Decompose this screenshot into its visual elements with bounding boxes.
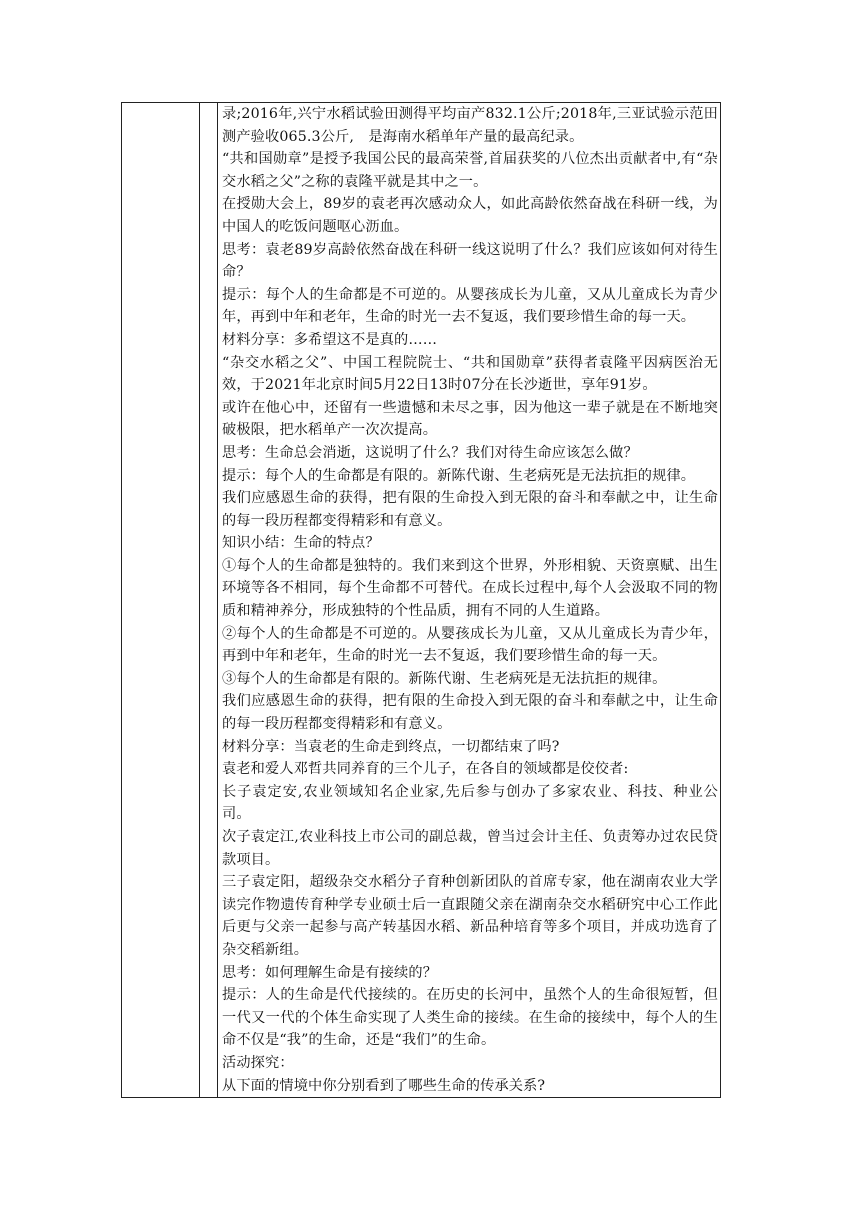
paragraph: ③每个人的生命都是有限的。新陈代谢、生老病死是无法抗拒的规律。 (222, 670, 667, 687)
paragraph: 知识小结：生命的特点？ (222, 535, 380, 552)
paragraph: 三子袁定阳，超级杂交水稻分子育种创新团队的首席专家，他在湖南农业大学读完作物遗传育种学专业硕士后一直跟随父亲在湖南杂交水稻研究中心工作此后更与父亲一起参与高产转基因水稻、新品种培育等多个项目，并成功选育了杂交稻新组。 (222, 874, 718, 958)
paragraph: 在授勋大会上，89岁的袁老再次感动众人，如此高龄依然奋战在科研一线，为中国人的吃饭问题呕心沥血。 (222, 196, 718, 235)
paragraph: 材料分享：多希望这不是真的…… (222, 331, 438, 348)
paragraph: 提示：人的生命是代代接续的。在历史的长河中，虽然个人的生命很短暂，但一代又一代的个体生命实现了人类生命的接续。在生命的接续中，每个人的生命不仅是“我”的生命，还是“我们”的生命。 (222, 987, 718, 1049)
paragraph: 或许在他心中，还留有一些遗憾和未尽之事，因为他这一辈子就是在不断地突破极限，把水稻单产一次次提高。 (222, 399, 718, 439)
paragraph: 次子袁定江,农业科技上市公司的副总裁，曾当过会计主任、负责筹办过农民贷款项目。 (222, 829, 718, 868)
table-row (122, 103, 721, 1098)
lesson-table (121, 102, 721, 1098)
paragraph: ①每个人的生命都是独特的。我们来到这个世界，外形相貌、天资禀赋、出生环境等各不相同，每个生命都不可替代。在成长过程中,每个人会汲取不同的物质和精神养分，形成独特的个性品质，拥有不同的人生道路。 (222, 557, 718, 620)
paragraph: 录;2016年,兴宁水稻试验田测得平均亩产832.1公斤;2018年,三亚试验示范田测产验收065.3公斤, 是海南水稻单年产量的最高纪录。 (222, 106, 718, 145)
narrow-column-cell (200, 103, 218, 1098)
paragraph: 思考：袁老89岁高龄依然奋战在科研一线这说明了什么？我们应该如何对待生命？ (222, 241, 718, 281)
paragraph: 从下面的情境中你分别看到了哪些生命的传承关系? (222, 1077, 546, 1094)
left-column-cell (122, 103, 200, 1098)
paragraph: ②每个人的生命都是不可逆的。从婴孩成长为儿童，又从儿童成长为青少年，再到中年和老年，生命的时光一去不复返，我们要珍惜生命的每一天。 (222, 625, 718, 665)
content-cell (218, 103, 721, 1098)
paragraph: 思考：如何理解生命是有接续的？ (222, 964, 438, 981)
paragraph: 材料分享：当袁老的生命走到终点，一切都结束了吗? (222, 738, 560, 755)
paragraph: 长子袁定安,农业领域知名企业家,先后参与创办了多家农业、科技、种业公司。 (222, 783, 718, 823)
paragraph: 我们应感恩生命的获得，把有限的生命投入到无限的奋斗和奉献之中，让生命的每一段历程都变得精彩和有意义。 (222, 693, 718, 733)
paragraph: 提示：每个人的生命都是有限的。新陈代谢、生老病死是无法抗拒的规律。 (222, 467, 696, 484)
paragraph: 思考：生命总会消逝，这说明了什么？我们对待生命应该怎么做？ (222, 444, 638, 461)
paragraph: 活动探究： (222, 1054, 294, 1071)
paragraph: 袁老和爱人邓哲共同养育的三个儿子，在各自的领域都是佼佼者: (222, 761, 629, 778)
paragraph: 提示：每个人的生命都是不可逆的。从婴孩成长为儿童，又从儿童成长为青少年，再到中年和老年，生命的时光一去不复返，我们要珍惜生命的每一天。 (222, 286, 718, 326)
paragraph: “共和国勋章”是授予我国公民的最高荣誉,首届获奖的八位杰出贡献者中,有“杂交水稻之父”之称的袁隆平就是其中之一。 (222, 151, 718, 190)
paragraph: “杂交水稻之父”、中国工程院院士、“共和国勋章”获得者袁隆平因病医治无效，于2021年北京时间5月22日13时07分在长沙逝世，享年91岁。 (222, 354, 718, 394)
paragraph: 我们应感恩生命的获得，把有限的生命投入到无限的奋斗和奉献之中，让生命的每一段历程都变得精彩和有意义。 (222, 490, 718, 529)
